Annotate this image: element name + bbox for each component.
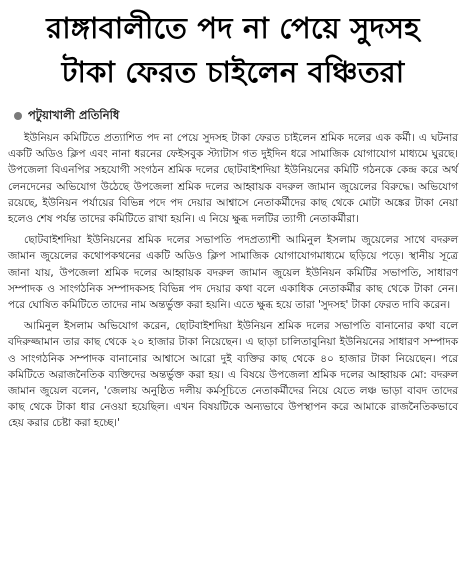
paragraph-2: ছোটবাইশদিয়া ইউনিয়নের শ্রমিক দলের সভাপতি পদপ্রত্যাশী আমিনুল ইসলাম জুয়েলের সাথে বদরুল জামান জুয়েলের কথোপকথনের একটি অডিও ক্লিপ সামাজিক যোগাযোগমাধ্যমে ছড়িয়ে পড়ে। স্থানীয় সূত্রে জানা যায়, উপজেলা শ্রমিক দলের আহ্বায়ক বদরুল জামান জুয়েল ইউনিয়ন কমিটির সভাপতি, সাধারণ সম্পাদক ও সাংগঠনিক সম্পাদকসহ বিভিন্ন পদ দেয়ার কথা বলে একাধিক নেতাকর্মীর কাছ থেকে টাকা নেন। পরে ঘোষিত কমিটিতে তাদের নাম অন্তর্ভুক্ত করা হয়নি। এতে ক্ষুব্ধ হয়ে তারা 'সুদসহ' টাকা ফেরত দাবি করেন। xyxy=(8,234,458,312)
headline-line-2: টাকা ফেরত চাইলেন বঞ্চিতরা xyxy=(61,55,405,89)
byline-text: পটুয়াখালী প্রতিনিধি xyxy=(28,107,120,122)
paragraph-3: আমিনুল ইসলাম অভিযোগ করেন, ছোটবাইশদিয়া ইউনিয়ন শ্রমিক দলের সভাপতি বানানোর কথা বলে বদিরুজ্জামান তার কাছ থেকে ২০ হাজার টাকা নিয়েছেন। এ ছাড়া চালিতাবুনিয়া ইউনিয়নের সাধারণ সম্পাদক ও সাংগঠনিক সম্পাদক বানানোর আশ্বাসে আরো দুই ব্যক্তির কাছ থেকে ৪০ হাজার টাকা নিয়েছেন। পরে কমিটিতে অরাজনৈতিক ব্যক্তিদের অন্তর্ভুক্ত করা হয়। এ বিষয়ে উপজেলা শ্রমিক দলের আহ্বায়ক মো: বদরুল জামান জুয়েল বলেন, 'জেলায় অনুষ্ঠিত দলীয় কর্মসূচিতে নেতাকর্মীদের নিয়ে যেতে লঞ্চ ভাড়া বাবদ তাদের কাছ থেকে টাকা ধার নেওয়া হয়েছিল। এখন বিষয়টিকে অন্যভাবে উপস্থাপন করে আমাকে রাজনৈতিকভাবে হেয় করার চেষ্টা করা হচ্ছে।' xyxy=(8,320,458,430)
byline xyxy=(14,108,458,124)
paragraph-1: ইউনিয়ন কমিটিতে প্রত্যাশিত পদ না পেয়ে সুদসহ টাকা ফেরত চাইলেন শ্রমিক দলের এক কর্মী। এ ঘটনার একটি অডিও ক্লিপ এবং নানা ধরনের ফেইসবুক স্ট্যাটাস গত দুইদিন ধরে সামাজিক যোগাযোগ মাধ্যমে ঘুরছে। উপজেলা বিএনপির সহযোগী সংগঠন শ্রমিক দলের ছোটবাইশদিয়া ইউনিয়নের কমিটি গঠনকে কেন্দ্র করে অর্থ লেনদেনের অভিযোগ উঠেছে উপজেলা শ্রমিক দলের আহ্বায়ক বদরুল জামান জুয়েলের বিরুদ্ধে। অভিযোগ রয়েছে, ইউনিয়ন পর্যায়ের বিভিন্ন পদে পদ দেয়ার আশ্বাসে নেতাকর্মীদের কাছ থেকে মোটা অঙ্কের টাকা নেয়া হলেও শেষ পর্যন্ত তাদের কমিটিতে রাখা হয়নি। এ নিয়ে ক্ষুব্ধ দলটির ত্যাগী নেতাকর্মীরা। xyxy=(8,132,458,226)
headline-line-1: রাঙ্গাবালীতে পদ না পেয়ে সুদসহ xyxy=(46,11,420,45)
headline xyxy=(8,0,458,94)
bullet-icon xyxy=(14,112,22,120)
article-body xyxy=(8,130,458,432)
